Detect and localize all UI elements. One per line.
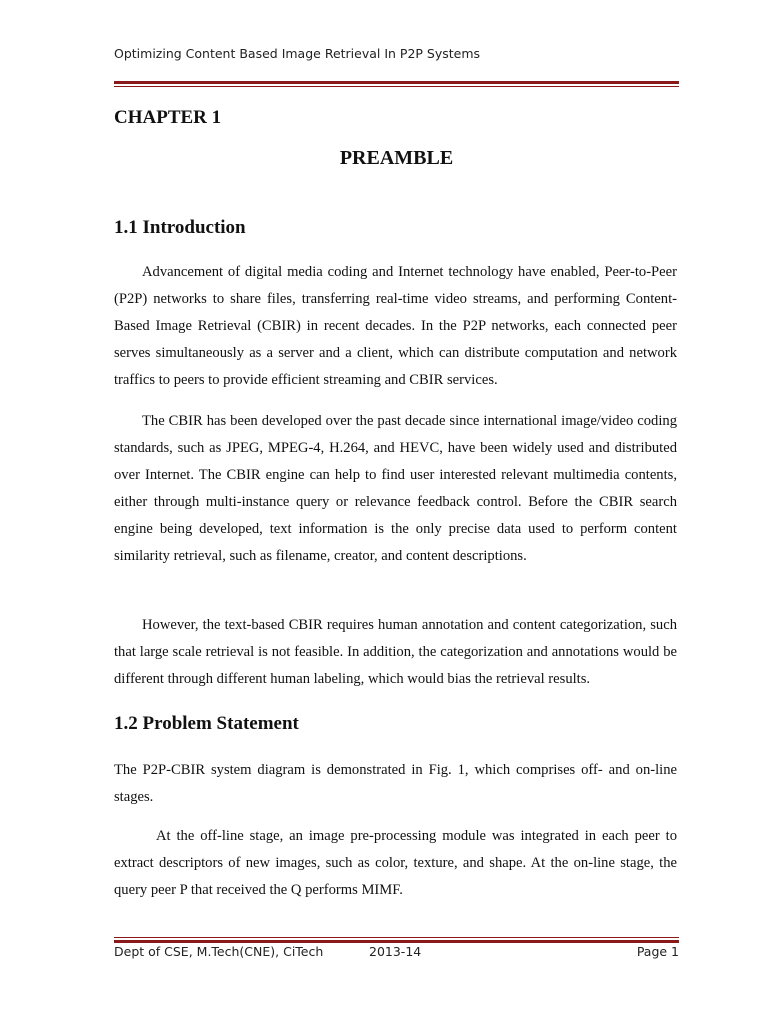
paragraph: Advancement of digital media coding and Internet technology have enabled, Peer-to-Peer (P2P) networks to share files, transferring real-time video streams, and performing Content-Based Image Retrieval (CBIR) in recent decades. In the P2P networks, each connected peer serves simultaneously as a server and a client, which can distribute computation and network traffics to peers to provide efficient streaming and CBIR services. [114, 264, 677, 388]
chapter-title: PREAMBLE [339, 147, 454, 169]
footer-department: Dept of CSE, M.Tech(CNE), CiTech [114, 944, 324, 959]
chapter-label: CHAPTER 1 [114, 107, 222, 128]
paragraph: The P2P-CBIR system diagram is demonstrated in Fig. 1, which comprises off- and on-line stages. [114, 762, 677, 805]
footer-page-number: Page 1 [636, 944, 679, 959]
footer-rule [114, 937, 679, 943]
paragraph: At the off-line stage, an image pre-processing module was integrated in each peer to extract descriptors of new images, such as color, texture, and shape. At the on-line stage, the query peer P that received the Q performs MIMF. [114, 828, 677, 898]
header-title: Optimizing Content Based Image Retrieval In P2P Systems [114, 46, 481, 61]
section-heading-introduction: 1.1 Introduction [114, 217, 246, 238]
header-rule [114, 81, 679, 87]
paragraph: The CBIR has been developed over the past decade since international image/video coding standards, such as JPEG, MPEG-4, H.264, and HEVC, have been widely used and distributed over Internet. The CBIR engine can help to find user interested relevant multimedia contents, either through multi-instance query or relevance feedback control. Before the CBIR search engine being developed, text information is the only precise data used to perform content similarity retrieval, such as filename, creator, and content descriptions. [114, 413, 677, 564]
footer-year: 2013-14 [369, 944, 422, 959]
section-heading-problem-statement: 1.2 Problem Statement [114, 713, 299, 734]
paragraph: However, the text-based CBIR requires human annotation and content categorization, such that large scale retrieval is not feasible. In addition, the categorization and annotations would be different through different human labeling, which would bias the retrieval results. [114, 617, 677, 687]
running-footer [114, 944, 679, 962]
